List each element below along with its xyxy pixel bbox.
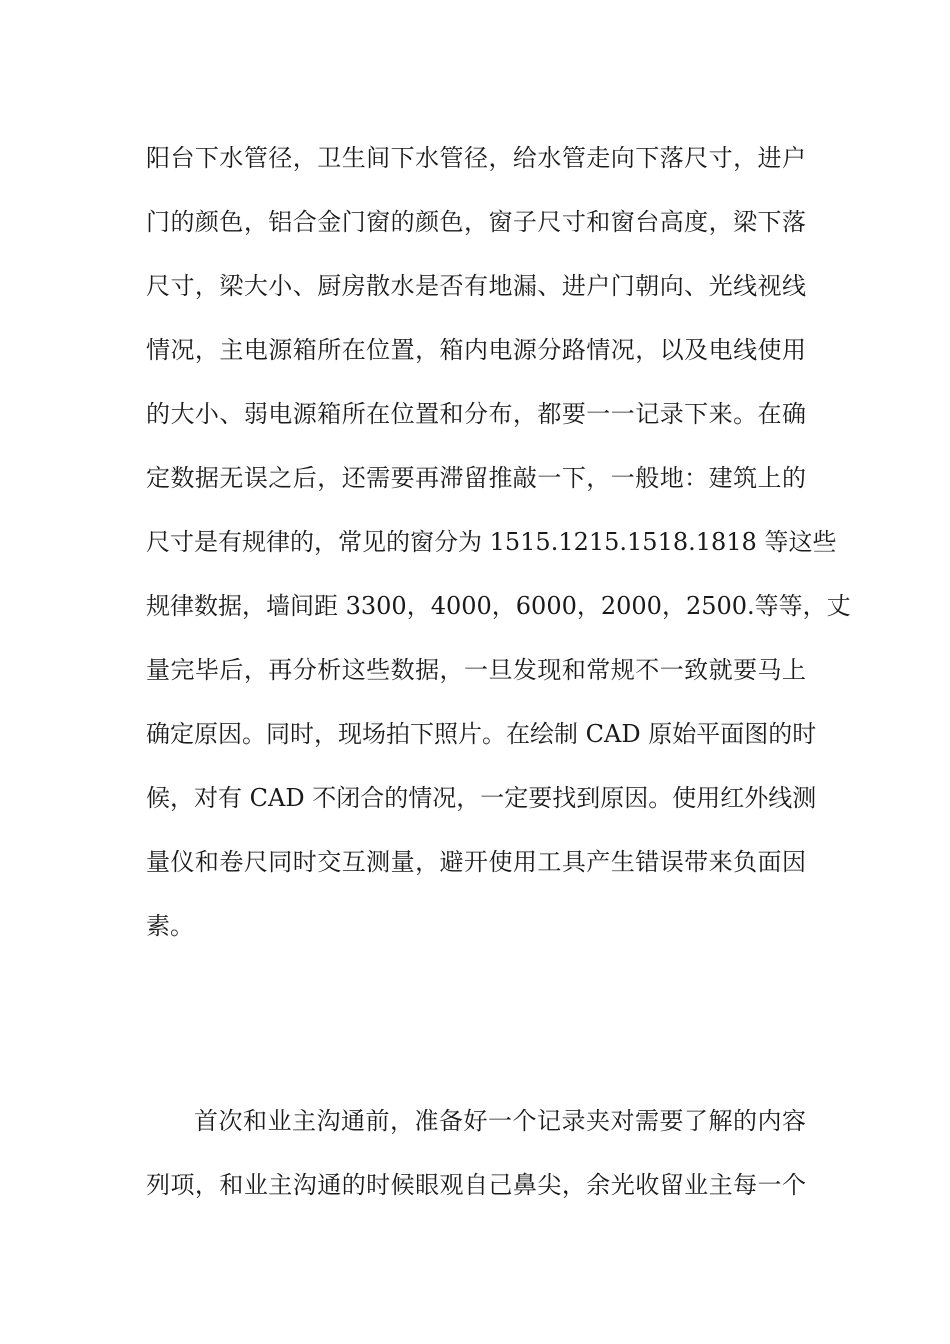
text-line: 定数据无误之后，还需要再滞留推敲一下，一般地：建筑上的 [146,464,806,492]
text-line: 确定原因。同时，现场拍下照片。在绘制 CAD 原始平面图的时 [146,720,817,748]
text-line: 尺寸，梁大小、厨房散水是否有地漏、进户门朝向、光线视线 [146,272,806,300]
text-line: 量完毕后，再分析这些数据，一旦发现和常规不一致就要马上 [146,656,806,684]
text-line: 门的颜色，铝合金门窗的颜色，窗子尺寸和窗台高度，梁下落 [146,208,806,236]
text-line: 情况，主电源箱所在位置，箱内电源分路情况，以及电线使用 [146,336,806,364]
text-line: 素。 [146,912,194,940]
text-line: 列项，和业主沟通的时候眼观自己鼻尖，余光收留业主每一个 [146,1171,806,1199]
text-line: 量仪和卷尺同时交互测量，避开使用工具产生错误带来负面因 [146,848,806,876]
text-line: 候，对有 CAD 不闭合的情况，一定要找到原因。使用红外线测 [146,784,817,812]
text-line: 规律数据，墙间距 3300，4000，6000，2000，2500.等等，丈 [146,592,851,620]
paragraph-measurement-details [146,126,851,958]
paragraph-owner-communication [146,1089,806,1217]
text-line-indented: 首次和业主沟通前，准备好一个记录夹对需要了解的内容 [194,1107,806,1135]
text-line: 的大小、弱电源箱所在位置和分布，都要一一记录下来。在确 [146,400,806,428]
text-line: 阳台下水管径，卫生间下水管径，给水管走向下落尺寸，进户 [146,144,806,172]
text-line: 尺寸是有规律的，常见的窗分为 1515.1215.1518.1818 等这些 [146,528,837,556]
